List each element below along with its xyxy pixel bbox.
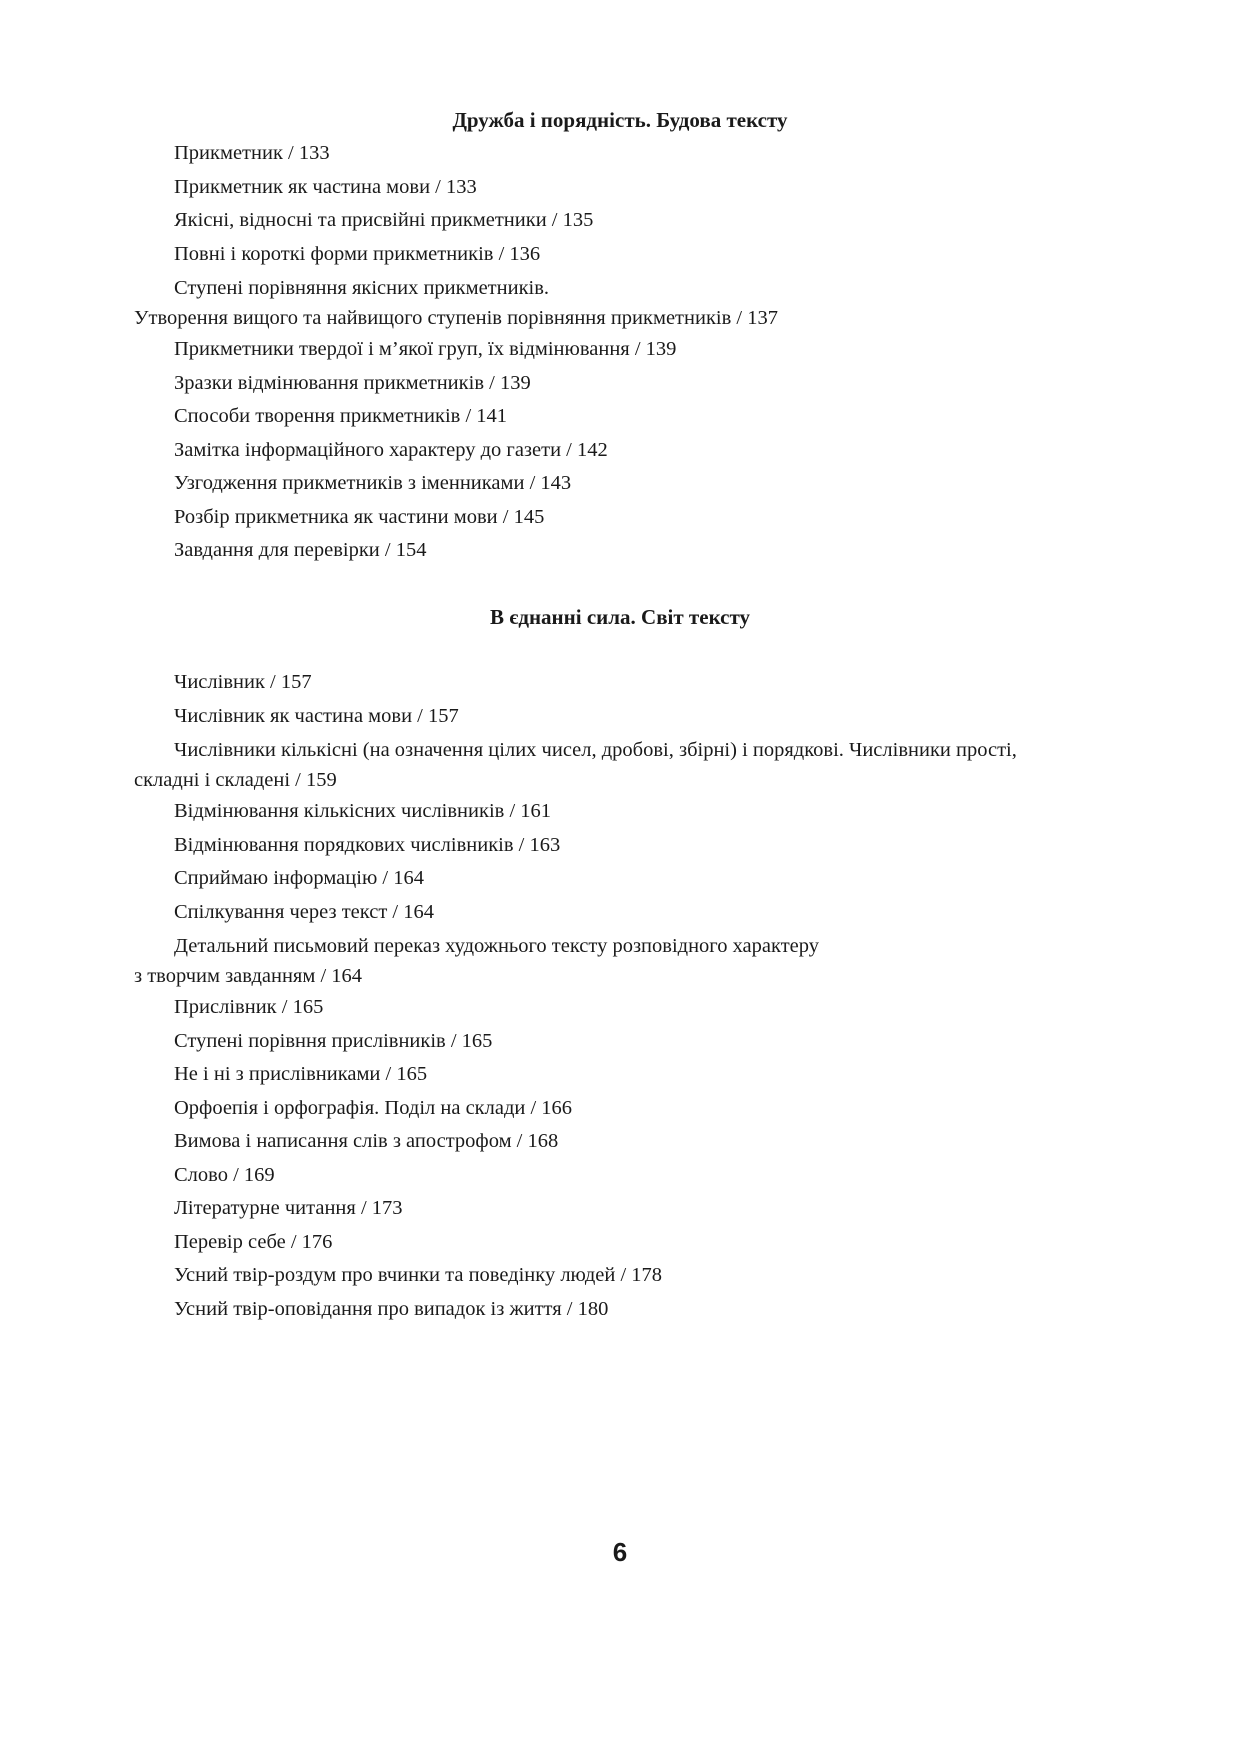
toc-item: Ступені порівняння якісних прикметників. Утворення вищого та найвищого ступенів порівняння прикметників / 137	[134, 277, 778, 329]
toc-item: Вимова і написання слів з апострофом / 168	[174, 1130, 559, 1152]
toc-item: Усний твір-оповідання про випадок із життя / 180	[174, 1297, 609, 1320]
page-number: 6	[612, 1537, 628, 1567]
toc-item: Спілкування через текст / 164	[174, 900, 434, 923]
toc-item: Відмінювання кількісних числівників / 161	[174, 800, 552, 822]
toc-item: Прикметник / 133	[174, 142, 330, 164]
toc-item: Усний твір-роздум про вчинки та поведінку людей / 178	[174, 1264, 663, 1286]
toc-item: Прислівник / 165	[174, 996, 324, 1018]
toc-item: Перевір себе / 176	[174, 1230, 333, 1253]
section-heading-1: Дружба і порядність. Будова тексту	[452, 108, 788, 132]
toc-item: Повні і короткі форми прикметників / 136	[174, 242, 541, 265]
toc-item: Прикметники твердої і м’якої груп, їх відмінювання / 139	[174, 338, 677, 360]
toc-item: Літературне читання / 173	[174, 1197, 403, 1219]
toc-item: Прикметник як частина мови / 133	[174, 175, 477, 198]
toc-item: Числівники кількісні (на означення цілих чисел, дробові, збірні) і порядкові. Числівники прості, складні і складені / 159	[134, 739, 1017, 791]
section-heading-2: В єднанні сила. Світ тексту	[489, 605, 751, 629]
toc-item: Відмінювання порядкових числівників / 163	[174, 833, 561, 856]
toc-item: Детальний письмовий переказ художнього тексту розповідного характеру з творчим завданням / 164	[134, 935, 819, 987]
toc-item: Узгодження прикметників з іменниками / 143	[174, 472, 572, 494]
toc-item: Якісні, відносні та присвійні прикметники / 135	[174, 209, 594, 231]
toc-item: Ступені порівння прислівників / 165	[174, 1029, 493, 1052]
toc-item: Сприймаю інформацію / 164	[174, 867, 424, 889]
toc-item: Завдання для перевірки / 154	[174, 539, 427, 561]
toc-item: Слово / 169	[174, 1163, 275, 1186]
toc-item: Числівник / 157	[174, 671, 312, 693]
toc-item: Зразки відмінювання прикметників / 139	[174, 371, 531, 394]
toc-item: Не і ні з прислівниками / 165	[174, 1063, 428, 1085]
toc-item: Способи творення прикметників / 141	[174, 405, 508, 427]
toc-list-1	[134, 137, 1134, 568]
toc-item: Замітка інформаційного характеру до газети / 142	[174, 438, 608, 461]
toc-list-2	[134, 666, 1134, 1326]
toc-item: Орфоепія і орфографія. Поділ на склади / 166	[174, 1096, 573, 1119]
toc-item: Числівник як частина мови / 157	[174, 704, 459, 727]
toc-item: Розбір прикметника як частини мови / 145	[174, 505, 545, 528]
